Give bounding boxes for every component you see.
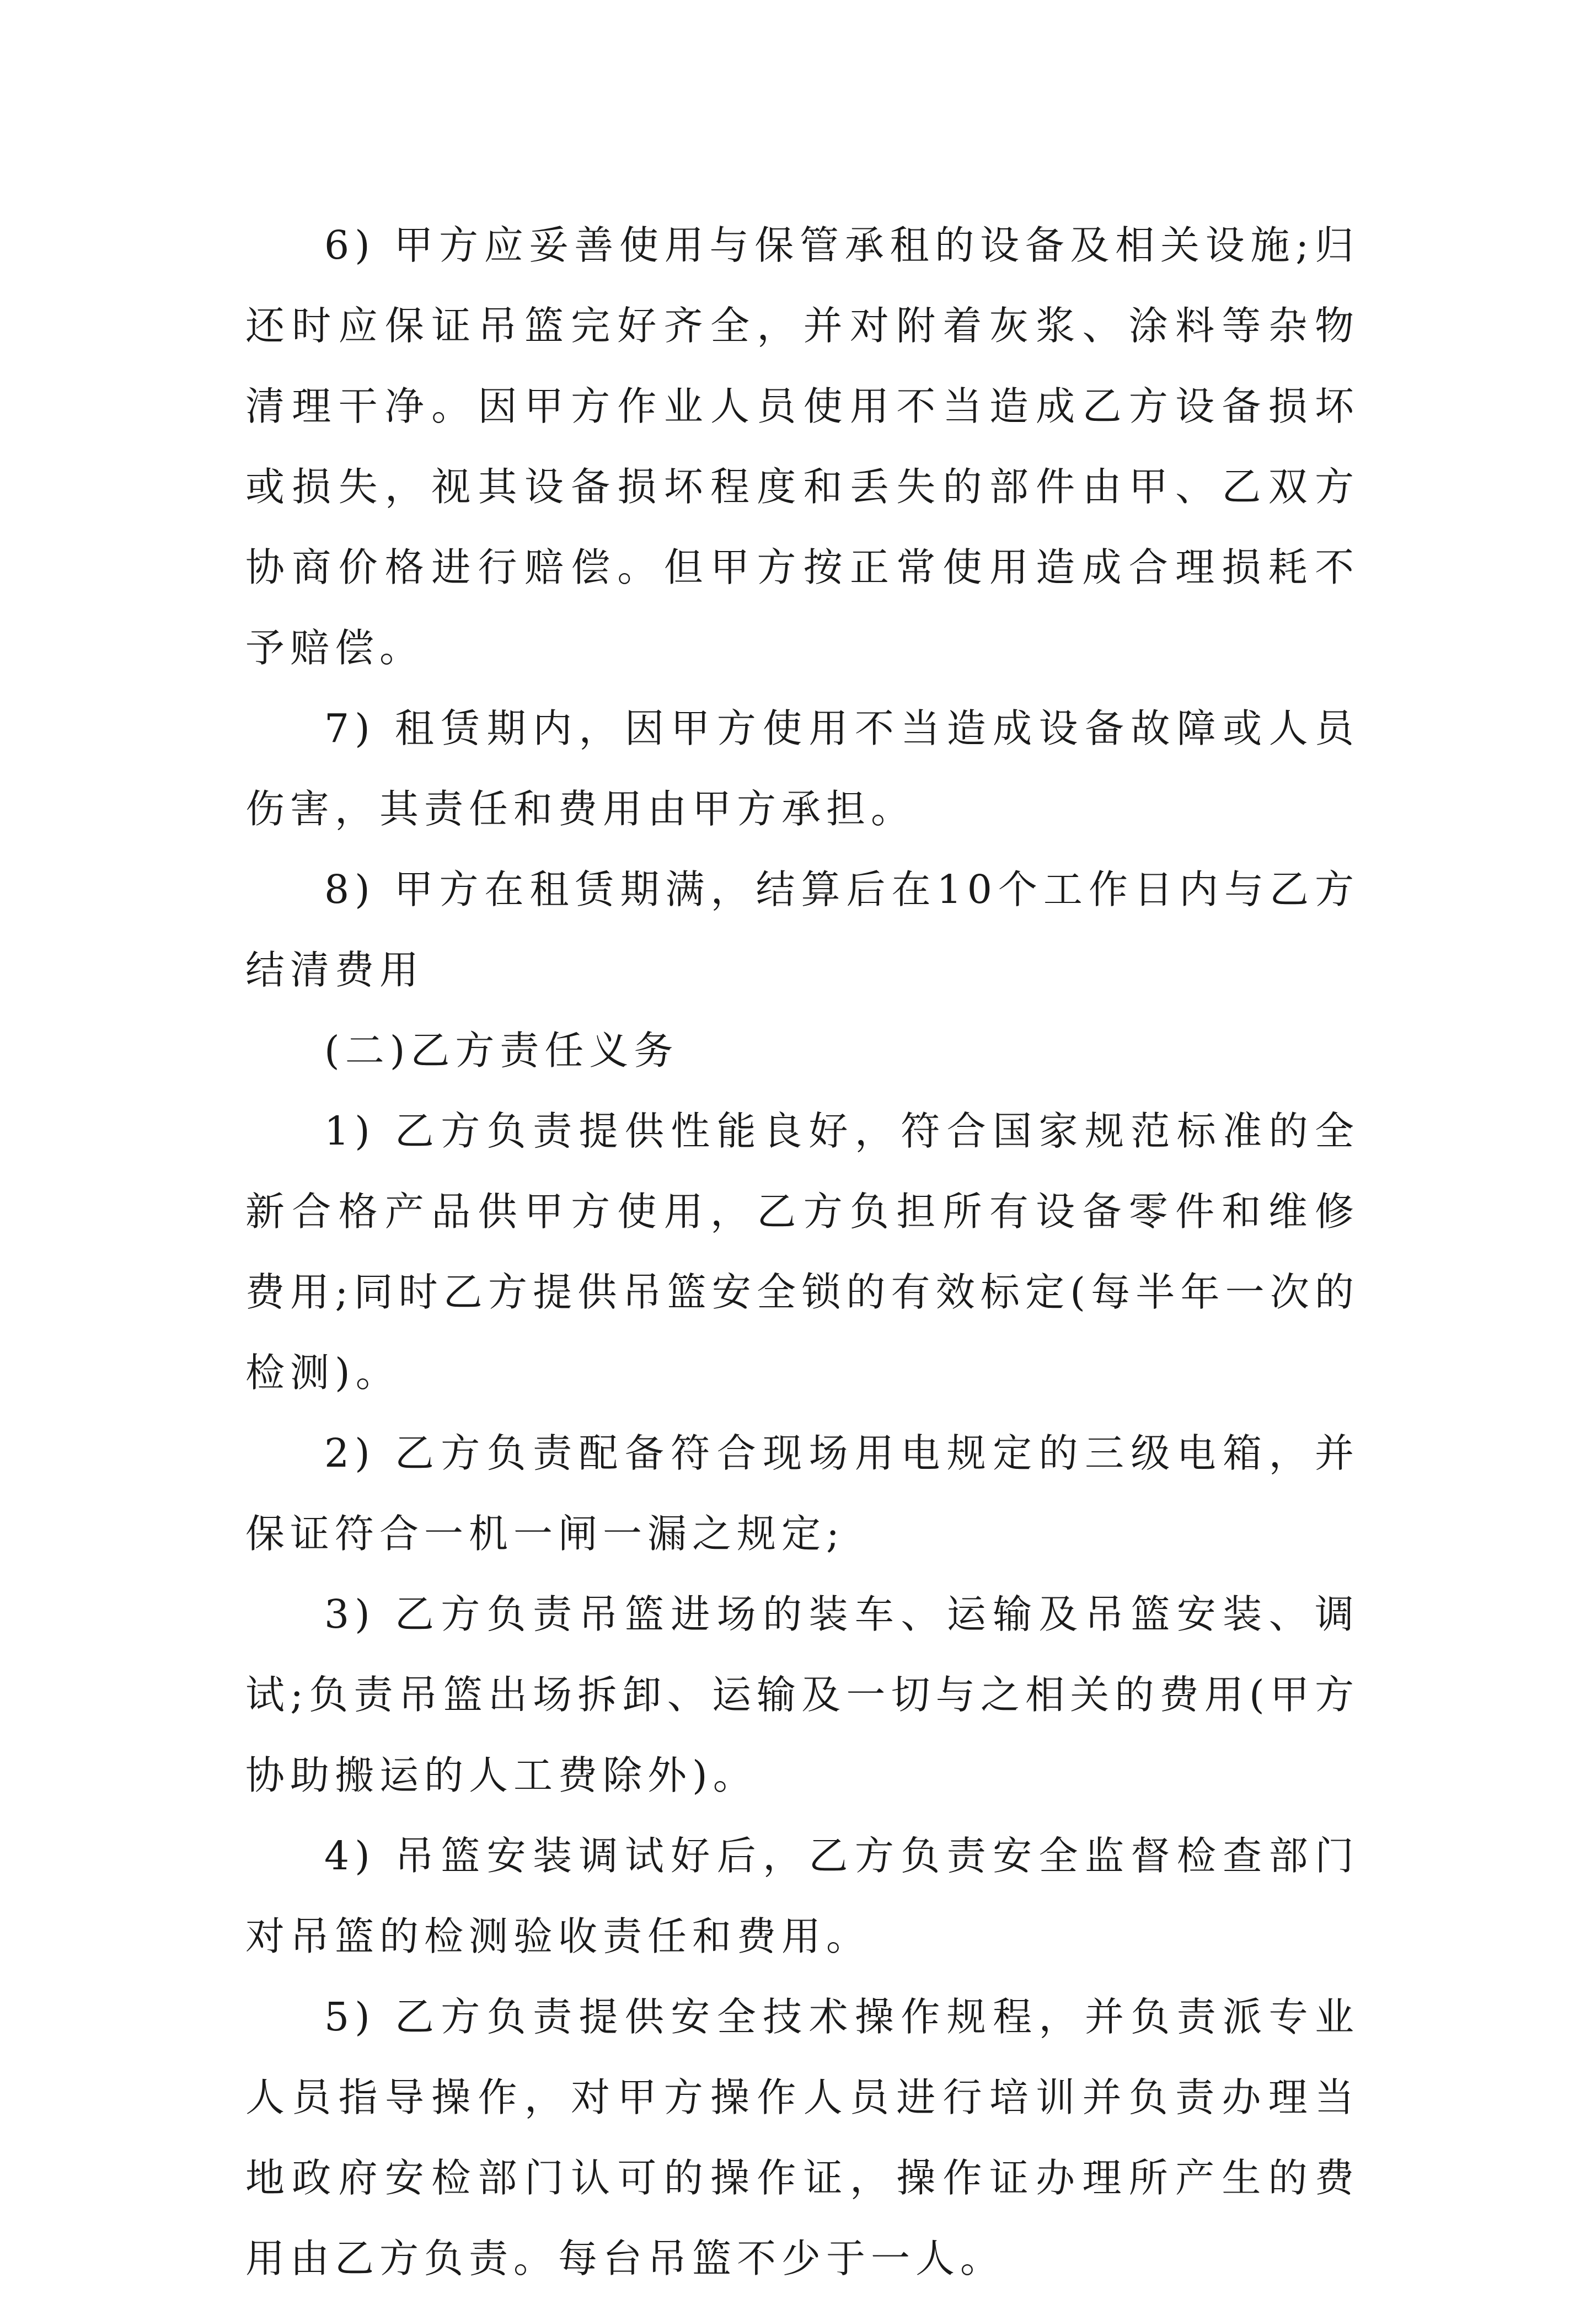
document-body: [245, 205, 1359, 2299]
section-heading: (二)乙方责任义务: [324, 1028, 679, 1073]
paragraph-item-5: 5) 乙方负责提供安全技术操作规程，并负责派专业人员指导操作，对甲方操作人员进行培训并负责办理当地政府安检部门认可的操作证，操作证办理所产生的费用由乙方负责。每台吊篮不少于一人。: [245, 1994, 1359, 2281]
paragraph-item-3: 3) 乙方负责吊篮进场的装车、运输及吊篮安装、调试;负责吊篮出场拆卸、运输及一切与之相关的费用(甲方协助搬运的人工费除外)。: [245, 1591, 1359, 1798]
paragraph-item-8: 8) 甲方在租赁期满，结算后在10个工作日内与乙方结清费用: [245, 867, 1359, 993]
paragraph-item-7: 7) 租赁期内，因甲方使用不当造成设备故障或人员伤害，其责任和费用由甲方承担。: [245, 705, 1359, 832]
paragraph-item-1: 1) 乙方负责提供性能良好，符合国家规范标准的全新合格产品供甲方使用，乙方负担所有设备零件和维修费用;同时乙方提供吊篮安全锁的有效标定(每半年一次的检测)。: [245, 1108, 1359, 1396]
paragraph-item-4: 4) 吊篮安装调试好后，乙方负责安全监督检查部门对吊篮的检测验收责任和费用。: [245, 1833, 1359, 1959]
paragraph-item-2: 2) 乙方负责配备符合现场用电规定的三级电箱，并保证符合一机一闸一漏之规定;: [245, 1430, 1359, 1557]
paragraph-item-6: 6) 甲方应妥善使用与保管承租的设备及相关设施;归还时应保证吊篮完好齐全，并对附着灰浆、涂料等杂物清理干净。因甲方作业人员使用不当造成乙方设备损坏或损失，视其设备损坏程度和丢失的部件由甲、乙双方协商价格进行赔偿。但甲方按正常使用造成合理损耗不予赔偿。: [245, 222, 1359, 671]
